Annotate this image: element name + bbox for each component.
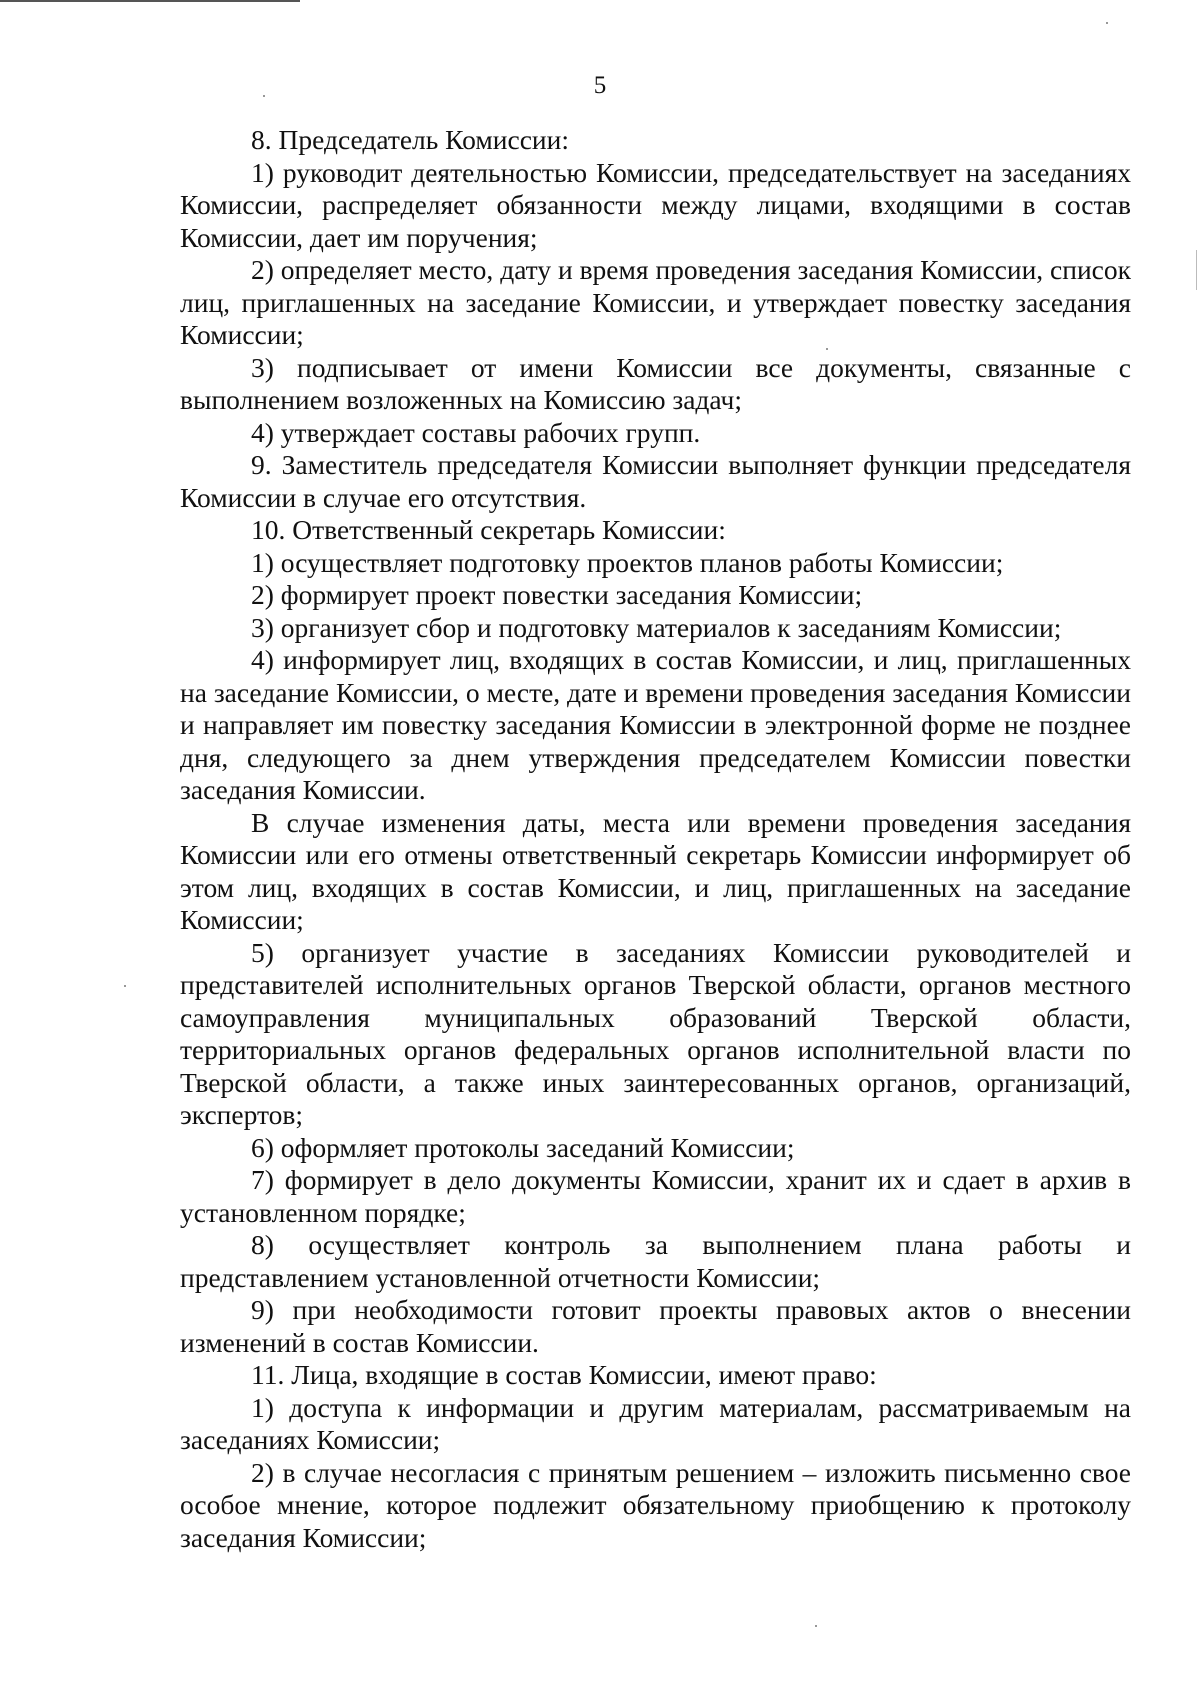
paragraph-8-item-4: 4) утверждает составы рабочих групп. <box>251 416 701 448</box>
scan-speck <box>1106 22 1108 24</box>
paragraph-10-item-9: 9) при необходимости готовит проекты правовых актов о внесении изменений в состав Комиссии. <box>180 1294 1131 1358</box>
paragraph-9: 9. Заместитель председателя Комиссии выполняет функции председателя Комиссии в случае его отсутствия. <box>180 449 1131 513</box>
paragraph-10-note: В случае изменения даты, места или времени проведения заседания Комиссии или его отмены ответственный секретарь Комиссии информирует об этом лиц, входящих в состав Комиссии, и лиц, приглашенных на заседание Комиссии; <box>180 806 1131 935</box>
paragraph-8-item-3: 3) подписывает от имени Комиссии все документы, связанные с выполнением возложенных на Комиссию задач; <box>180 351 1131 415</box>
page-number: 5 <box>593 72 607 99</box>
paragraph-10-heading: 10. Ответственный секретарь Комиссии: <box>251 514 726 545</box>
paragraph-8-heading: 8. Председатель Комиссии: <box>251 124 569 155</box>
document-body <box>180 124 1131 1554</box>
paragraph-11-heading: 11. Лица, входящие в состав Комиссии, имеют право: <box>251 1359 877 1390</box>
scan-speck <box>124 985 126 987</box>
scan-speck <box>815 1625 817 1627</box>
scan-edge-mark <box>1196 250 1197 290</box>
paragraph-10-item-5: 5) организует участие в заседаниях Комиссии руководителей и представителей исполнительных органов Тверской области, органов местного самоуправления муниципальных образований Тверской области, территориальных органов федеральных органов исполнительной власти по Тверской области, а также иных заинтересованных органов, организаций, экспертов; <box>180 936 1131 1130</box>
scan-edge-line <box>0 0 300 2</box>
paragraph-10-item-1: 1) осуществляет подготовку проектов планов работы Комиссии; <box>251 546 1004 578</box>
paragraph-10-item-3: 3) организует сбор и подготовку материалов к заседаниям Комиссии; <box>251 611 1062 643</box>
paragraph-10-item-4: 4) информирует лиц, входящих в состав Комиссии, и лиц, приглашенных на заседание Комиссии, о месте, дате и времени проведения заседания Комиссии и направляет им повестку заседания Комиссии в электронной форме не позднее дня, следующего за днем утверждения председателем Комиссии повестки заседания Комиссии. <box>180 644 1131 805</box>
paragraph-11-item-2: 2) в случае несогласия с принятым решением – изложить письменно свое особое мнение, которое подлежит обязательному приобщению к протоколу заседания Комиссии; <box>180 1456 1131 1553</box>
paragraph-8-item-2: 2) определяет место, дату и время проведения заседания Комиссии, список лиц, приглашенных на заседание Комиссии, и утверждает повестку заседания Комиссии; <box>180 254 1131 350</box>
paragraph-11-item-1: 1) доступа к информации и другим материалам, рассматриваемым на заседаниях Комиссии; <box>180 1391 1131 1455</box>
paragraph-10-item-2: 2) формирует проект повестки заседания Комиссии; <box>251 579 863 610</box>
paragraph-8-item-1: 1) руководит деятельностью Комиссии, председательствует на заседаниях Комиссии, распределяет обязанности между лицами, входящими в состав Комиссии, дает им поручения; <box>180 156 1131 253</box>
paragraph-10-item-8: 8) осуществляет контроль за выполнением плана работы и представлением установленной отчетности Комиссии; <box>180 1229 1131 1293</box>
paragraph-10-item-7: 7) формирует в дело документы Комиссии, хранит их и сдает в архив в установленном порядке; <box>180 1164 1131 1228</box>
paragraph-10-item-6: 6) оформляет протоколы заседаний Комиссии; <box>251 1131 795 1163</box>
